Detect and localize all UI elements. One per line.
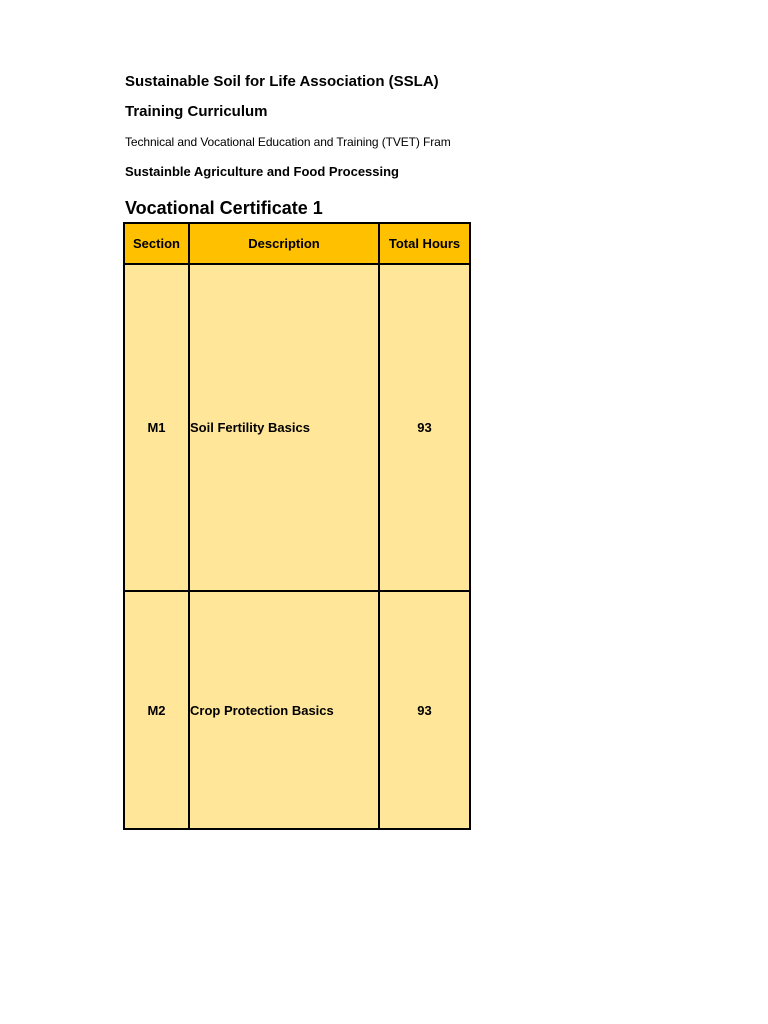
section-cell: M2 bbox=[124, 591, 189, 829]
section-cell: M1 bbox=[124, 264, 189, 591]
description-cell: Soil Fertility Basics bbox=[189, 264, 379, 591]
header-description: Description bbox=[189, 223, 379, 264]
table-row bbox=[124, 264, 470, 591]
curriculum-table bbox=[123, 222, 471, 830]
header-section: Section bbox=[124, 223, 189, 264]
header-total-hours: Total Hours bbox=[379, 223, 470, 264]
table-row bbox=[124, 591, 470, 829]
hours-cell: 93 bbox=[379, 591, 470, 829]
certificate-title: Vocational Certificate 1 bbox=[125, 198, 323, 218]
organization-title: Sustainable Soil for Life Association (SSLA) bbox=[125, 73, 439, 90]
hours-cell: 93 bbox=[379, 264, 470, 591]
curriculum-title: Training Curriculum bbox=[125, 103, 268, 120]
description-cell: Crop Protection Basics bbox=[189, 591, 379, 829]
program-title: Sustainble Agriculture and Food Processing bbox=[125, 164, 400, 179]
table-header-row bbox=[124, 223, 470, 264]
framework-line: Technical and Vocational Education and Training (TVET) Fram bbox=[125, 135, 451, 149]
